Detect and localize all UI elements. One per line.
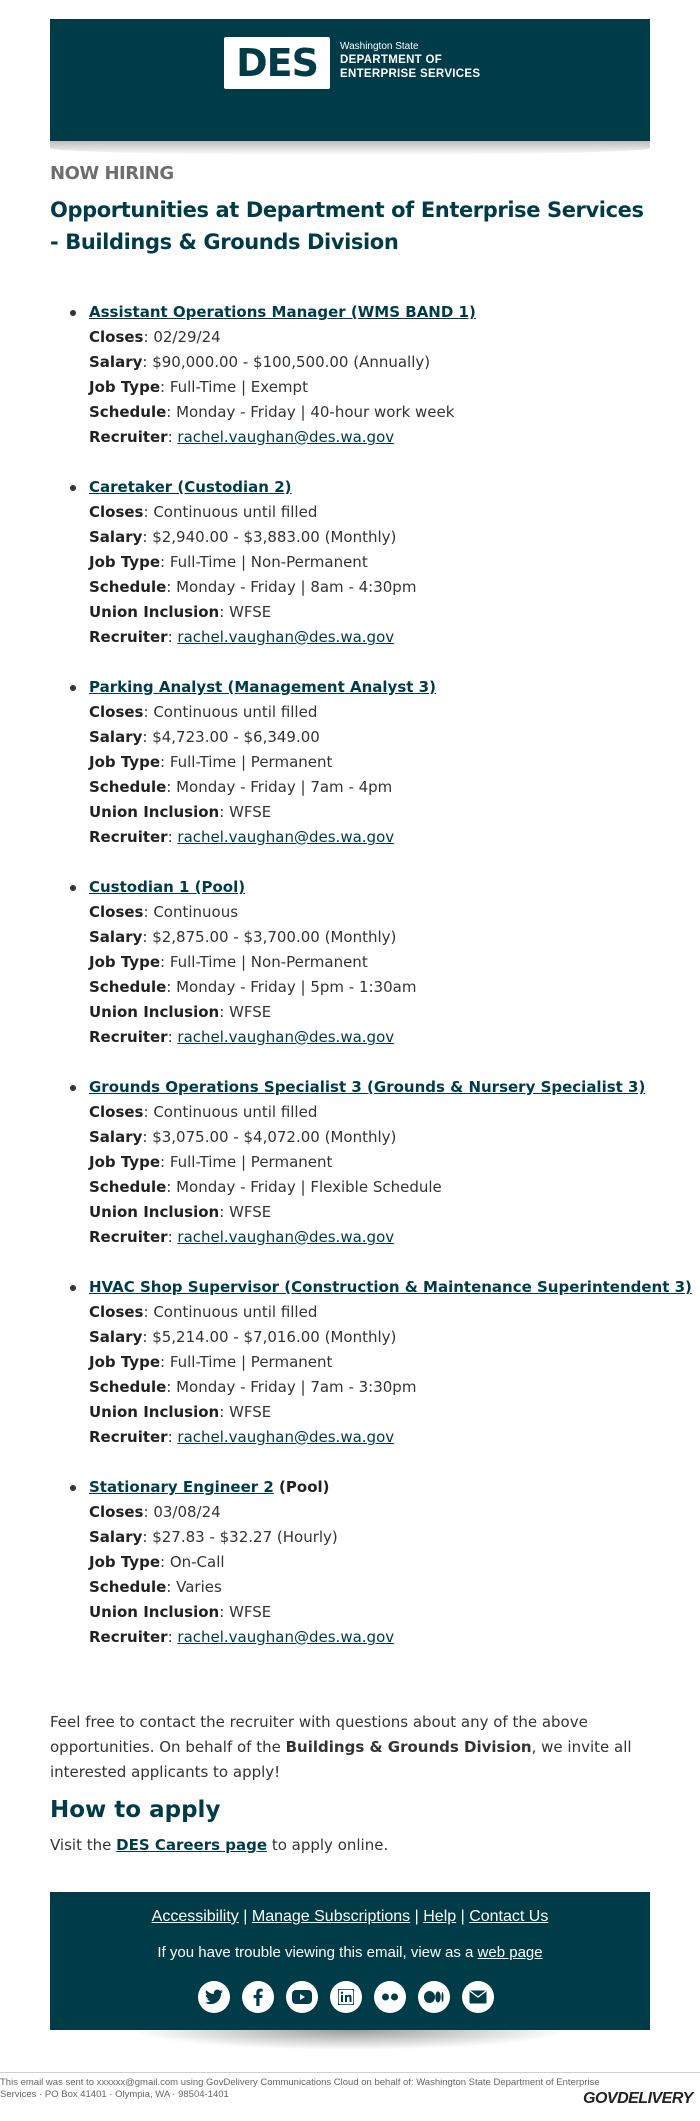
closing-paragraph — [50, 1710, 650, 1785]
job-field-value: WFSE — [229, 1403, 272, 1421]
job-union-line — [89, 800, 670, 825]
job-title-line — [89, 1075, 670, 1100]
label-colon: : — [160, 1553, 170, 1571]
job-field-label: Recruiter — [89, 628, 168, 646]
job-field-value: Monday - Friday | 5pm - 1:30am — [176, 978, 417, 996]
job-field-label: Union Inclusion — [89, 1403, 220, 1421]
recruiter-email-link[interactable]: rachel.vaughan@des.wa.gov — [177, 628, 395, 646]
job-field-label: Union Inclusion — [89, 603, 220, 621]
job-field-label: Salary — [89, 1128, 143, 1146]
job-schedule-line — [89, 1575, 670, 1600]
job-job-type-line — [89, 1350, 670, 1375]
job-union-line — [89, 1000, 670, 1025]
job-title-line — [89, 300, 670, 325]
label-colon: : — [142, 1528, 153, 1546]
job-field-label: Union Inclusion — [89, 1203, 220, 1221]
label-colon: : — [219, 1603, 230, 1621]
label-colon: : — [142, 928, 153, 946]
job-field-label: Job Type — [89, 753, 160, 771]
visit-post: to apply online. — [267, 1836, 389, 1854]
job-union-line — [89, 1600, 670, 1625]
job-field-value: Monday - Friday | 7am - 3:30pm — [176, 1378, 417, 1396]
email-header — [50, 19, 650, 141]
recruiter-email-link[interactable]: rachel.vaughan@des.wa.gov — [177, 828, 395, 846]
job-title-link[interactable]: Caretaker (Custodian 2) — [89, 478, 292, 496]
recruiter-email-link[interactable]: rachel.vaughan@des.wa.gov — [177, 1228, 395, 1246]
social-icons — [198, 1981, 494, 2013]
job-closes-line — [89, 1500, 670, 1525]
job-field-value: Continuous until filled — [153, 1103, 318, 1121]
recruiter-email-link[interactable]: rachel.vaughan@des.wa.gov — [177, 428, 395, 446]
job-field-label: Union Inclusion — [89, 803, 220, 821]
job-field-label: Schedule — [89, 778, 167, 796]
flickr-icon[interactable] — [374, 1981, 406, 2013]
footer-separator: | — [414, 1908, 419, 1925]
job-title-line — [89, 675, 670, 700]
label-colon: : — [143, 903, 154, 921]
job-title-link[interactable]: Stationary Engineer 2 — [89, 1478, 274, 1496]
job-field-value: $4,723.00 - $6,349.00 — [152, 728, 320, 746]
recruiter-email-link[interactable]: rachel.vaughan@des.wa.gov — [177, 1628, 395, 1646]
job-schedule-line — [89, 400, 670, 425]
job-field-value: Full-Time | Permanent — [169, 1353, 333, 1371]
job-field-value: WFSE — [229, 1003, 272, 1021]
label-colon: : — [219, 1403, 230, 1421]
logo-line-1: DEPARTMENT OF — [340, 54, 443, 66]
logo-state: Washington State — [340, 41, 419, 52]
footer-links — [50, 1908, 650, 1926]
job-listing — [50, 1475, 670, 1650]
job-field-value: $90,000.00 - $100,500.00 (Annually) — [152, 353, 431, 371]
job-list — [50, 300, 692, 1675]
job-field-label: Recruiter — [89, 1228, 168, 1246]
label-colon: : — [142, 728, 153, 746]
label-colon: : — [166, 578, 177, 596]
label-colon: : — [160, 1353, 170, 1371]
job-union-line — [89, 600, 670, 625]
recruiter-email-link[interactable]: rachel.vaughan@des.wa.gov — [177, 1428, 395, 1446]
job-job-type-line — [89, 1150, 670, 1175]
job-closes-line — [89, 325, 670, 350]
job-closes-line — [89, 900, 670, 925]
label-colon: : — [167, 628, 178, 646]
job-field-label: Recruiter — [89, 1428, 168, 1446]
job-recruiter-line — [89, 1425, 670, 1450]
page-title: Opportunities at Department of Enterprise Services - Buildings & Grounds Division — [50, 198, 644, 254]
job-closes-line — [89, 1300, 670, 1325]
job-listing — [50, 1275, 692, 1450]
email-icon[interactable] — [462, 1981, 494, 2013]
job-field-value: On-Call — [169, 1553, 225, 1571]
job-recruiter-line — [89, 825, 670, 850]
medium-icon[interactable] — [418, 1981, 450, 2013]
contact-us-link[interactable]: Contact Us — [469, 1908, 549, 1925]
job-field-label: Job Type — [89, 1153, 160, 1171]
label-colon: : — [166, 1178, 177, 1196]
job-field-label: Salary — [89, 528, 143, 546]
job-field-label: Job Type — [89, 1353, 160, 1371]
job-schedule-line — [89, 775, 670, 800]
label-colon: : — [160, 378, 170, 396]
govdelivery-disclaimer: This email was sent to xxxxxx@gmail.com using GovDelivery Communications Cloud on behalf of: Washington State Department of Enterprise Services · PO Box 41401 · Olympia, WA · 98504-1401 — [0, 2077, 600, 2100]
email-footer — [50, 1892, 650, 2030]
label-colon: : — [219, 603, 230, 621]
job-salary-line — [89, 1525, 670, 1550]
job-field-label: Union Inclusion — [89, 1003, 220, 1021]
job-field-label: Recruiter — [89, 1628, 168, 1646]
job-field-value: Continuous until filled — [153, 503, 318, 521]
twitter-icon[interactable] — [198, 1981, 230, 2013]
job-field-label: Closes — [89, 1503, 144, 1521]
job-field-label: Job Type — [89, 553, 160, 571]
label-colon: : — [167, 1228, 178, 1246]
footer-view-online — [50, 1944, 650, 1961]
job-title-link[interactable]: Assistant Operations Manager (WMS BAND 1) — [89, 303, 476, 321]
job-recruiter-line — [89, 1225, 670, 1250]
job-field-label: Closes — [89, 903, 144, 921]
job-field-label: Salary — [89, 353, 143, 371]
web-page-link[interactable]: web page — [477, 1944, 543, 1961]
job-field-value: Full-Time | Non-Permanent — [169, 553, 368, 571]
footer-separator: | — [460, 1908, 465, 1925]
job-union-line — [89, 1200, 670, 1225]
job-title-suffix: (Pool) — [273, 1478, 330, 1496]
job-schedule-line — [89, 575, 670, 600]
job-title-line — [89, 875, 670, 900]
facebook-icon[interactable] — [242, 1981, 274, 2013]
label-colon: : — [219, 803, 230, 821]
label-colon: : — [143, 1503, 154, 1521]
job-field-label: Job Type — [89, 953, 160, 971]
job-job-type-line — [89, 550, 670, 575]
job-field-label: Schedule — [89, 1378, 167, 1396]
job-listing — [50, 875, 670, 1050]
label-colon: : — [167, 828, 178, 846]
visit-pre: Visit the — [50, 1836, 117, 1854]
job-title-link[interactable]: Custodian 1 (Pool) — [89, 878, 246, 896]
label-colon: : — [219, 1003, 230, 1021]
job-title-link[interactable]: Parking Analyst (Management Analyst 3) — [89, 678, 436, 696]
label-colon: : — [160, 1153, 170, 1171]
job-salary-line — [89, 350, 670, 375]
label-colon: : — [167, 1628, 178, 1646]
label-colon: : — [160, 953, 170, 971]
job-title-link[interactable]: HVAC Shop Supervisor (Construction & Maintenance Superintendent 3) — [89, 1278, 692, 1296]
job-recruiter-line — [89, 425, 670, 450]
closing-division-name: Buildings & Grounds Division — [285, 1738, 532, 1756]
label-colon: : — [167, 1428, 178, 1446]
job-field-label: Closes — [89, 703, 144, 721]
job-field-label: Closes — [89, 503, 144, 521]
job-closes-line — [89, 700, 670, 725]
job-field-value: Varies — [176, 1578, 222, 1596]
label-colon: : — [166, 1578, 177, 1596]
job-field-value: Full-Time | Exempt — [169, 378, 308, 396]
job-field-value: Monday - Friday | 7am - 4pm — [176, 778, 393, 796]
label-colon: : — [143, 503, 154, 521]
job-field-value: $3,075.00 - $4,072.00 (Monthly) — [152, 1128, 397, 1146]
label-colon: : — [167, 428, 178, 446]
job-salary-line — [89, 725, 670, 750]
job-salary-line — [89, 1125, 670, 1150]
job-field-value: Monday - Friday | Flexible Schedule — [176, 1178, 442, 1196]
how-to-apply-heading: How to apply — [50, 1797, 221, 1823]
job-recruiter-line — [89, 1625, 670, 1650]
job-field-label: Salary — [89, 928, 143, 946]
label-colon: : — [142, 528, 153, 546]
job-closes-line — [89, 500, 670, 525]
view-online-text: If you have trouble viewing this email, view as a — [157, 1944, 478, 1961]
job-salary-line — [89, 925, 670, 950]
job-field-value: $2,875.00 - $3,700.00 (Monthly) — [152, 928, 397, 946]
des-logo-letters: DES — [236, 41, 318, 85]
job-field-label: Closes — [89, 1303, 144, 1321]
job-field-label: Schedule — [89, 978, 167, 996]
job-schedule-line — [89, 1375, 670, 1400]
job-title-line — [89, 1475, 670, 1500]
closing-text-pre: Feel free to contact the recruiter with questions about any of the above opportunities. On behalf of the — [50, 1713, 588, 1756]
job-field-value: Continuous — [153, 903, 239, 921]
recruiter-email-link[interactable]: rachel.vaughan@des.wa.gov — [177, 1028, 395, 1046]
job-field-value: WFSE — [229, 1203, 272, 1221]
job-union-line — [89, 1400, 670, 1425]
label-colon: : — [142, 353, 153, 371]
label-colon: : — [143, 1303, 154, 1321]
label-colon: : — [160, 753, 170, 771]
job-listing — [50, 300, 670, 450]
job-field-value: Full-Time | Permanent — [169, 753, 333, 771]
job-field-value: Full-Time | Permanent — [169, 1153, 333, 1171]
footer-shadow — [130, 2030, 570, 2050]
job-field-label: Schedule — [89, 1578, 167, 1596]
job-field-label: Union Inclusion — [89, 1603, 220, 1621]
job-field-value: $5,214.00 - $7,016.00 (Monthly) — [152, 1328, 397, 1346]
job-job-type-line — [89, 750, 670, 775]
des-careers-link[interactable]: DES Careers page — [116, 1836, 268, 1854]
job-schedule-line — [89, 1175, 670, 1200]
job-field-value: $27.83 - $32.27 (Hourly) — [152, 1528, 338, 1546]
job-recruiter-line — [89, 625, 670, 650]
label-colon: : — [142, 1328, 153, 1346]
job-field-label: Recruiter — [89, 428, 168, 446]
label-colon: : — [143, 328, 154, 346]
accessibility-link[interactable]: Accessibility — [151, 1908, 239, 1925]
job-job-type-line — [89, 375, 670, 400]
job-listing — [50, 1075, 670, 1250]
job-field-value: Monday - Friday | 8am - 4:30pm — [176, 578, 417, 596]
job-field-value: $2,940.00 - $3,883.00 (Monthly) — [152, 528, 397, 546]
job-field-label: Job Type — [89, 378, 160, 396]
label-colon: : — [143, 1103, 154, 1121]
youtube-icon[interactable] — [286, 1981, 318, 2013]
des-logo-mark — [224, 37, 330, 89]
govdelivery-logo: GOVDELIVERY — [583, 2090, 693, 2107]
linkedin-icon[interactable] — [330, 1981, 362, 2013]
job-field-label: Schedule — [89, 403, 167, 421]
job-field-label: Job Type — [89, 1553, 160, 1571]
job-field-value: WFSE — [229, 803, 272, 821]
label-colon: : — [142, 1128, 153, 1146]
label-colon: : — [160, 553, 170, 571]
job-listing — [50, 675, 670, 850]
job-field-label: Salary — [89, 1528, 143, 1546]
job-field-label: Closes — [89, 328, 144, 346]
label-colon: : — [166, 978, 177, 996]
job-field-value: Continuous until filled — [153, 703, 318, 721]
job-listing — [50, 475, 670, 650]
closing-text-post: , we invite all interested applicants to apply! — [50, 1738, 632, 1781]
job-field-label: Recruiter — [89, 1028, 168, 1046]
logo-line-2: ENTERPRISE SERVICES — [340, 68, 481, 80]
job-field-label: Schedule — [89, 1178, 167, 1196]
now-hiring-label: NOW HIRING — [50, 163, 174, 184]
job-field-value: Full-Time | Non-Permanent — [169, 953, 368, 971]
help-link[interactable]: Help — [423, 1908, 457, 1925]
job-schedule-line — [89, 975, 670, 1000]
job-title-line — [89, 475, 670, 500]
label-colon: : — [219, 1203, 230, 1221]
job-field-label: Closes — [89, 1103, 144, 1121]
how-to-apply-text — [50, 1836, 388, 1854]
label-colon: : — [166, 1378, 177, 1396]
job-field-label: Recruiter — [89, 828, 168, 846]
label-colon: : — [166, 778, 177, 796]
job-job-type-line — [89, 950, 670, 975]
job-job-type-line — [89, 1550, 670, 1575]
job-field-label: Salary — [89, 728, 143, 746]
job-field-value: WFSE — [229, 603, 272, 621]
job-closes-line — [89, 1100, 670, 1125]
manage-subscriptions-link[interactable]: Manage Subscriptions — [251, 1908, 411, 1925]
label-colon: : — [143, 703, 154, 721]
job-field-value: Continuous until filled — [153, 1303, 318, 1321]
job-title-line — [89, 1275, 692, 1300]
job-field-value: WFSE — [229, 1603, 272, 1621]
job-field-label: Salary — [89, 1328, 143, 1346]
job-field-value: 02/29/24 — [153, 328, 221, 346]
label-colon: : — [166, 403, 177, 421]
job-field-value: 03/08/24 — [153, 1503, 221, 1521]
header-shadow — [50, 141, 650, 155]
job-field-value: Monday - Friday | 40-hour work week — [176, 403, 455, 421]
footer-separator: | — [243, 1908, 248, 1925]
job-salary-line — [89, 525, 670, 550]
des-logo-wordmark — [340, 41, 480, 81]
job-field-label: Schedule — [89, 578, 167, 596]
job-recruiter-line — [89, 1025, 670, 1050]
label-colon: : — [167, 1028, 178, 1046]
job-salary-line — [89, 1325, 670, 1350]
job-title-link[interactable]: Grounds Operations Specialist 3 (Grounds & Nursery Specialist 3) — [89, 1078, 646, 1096]
